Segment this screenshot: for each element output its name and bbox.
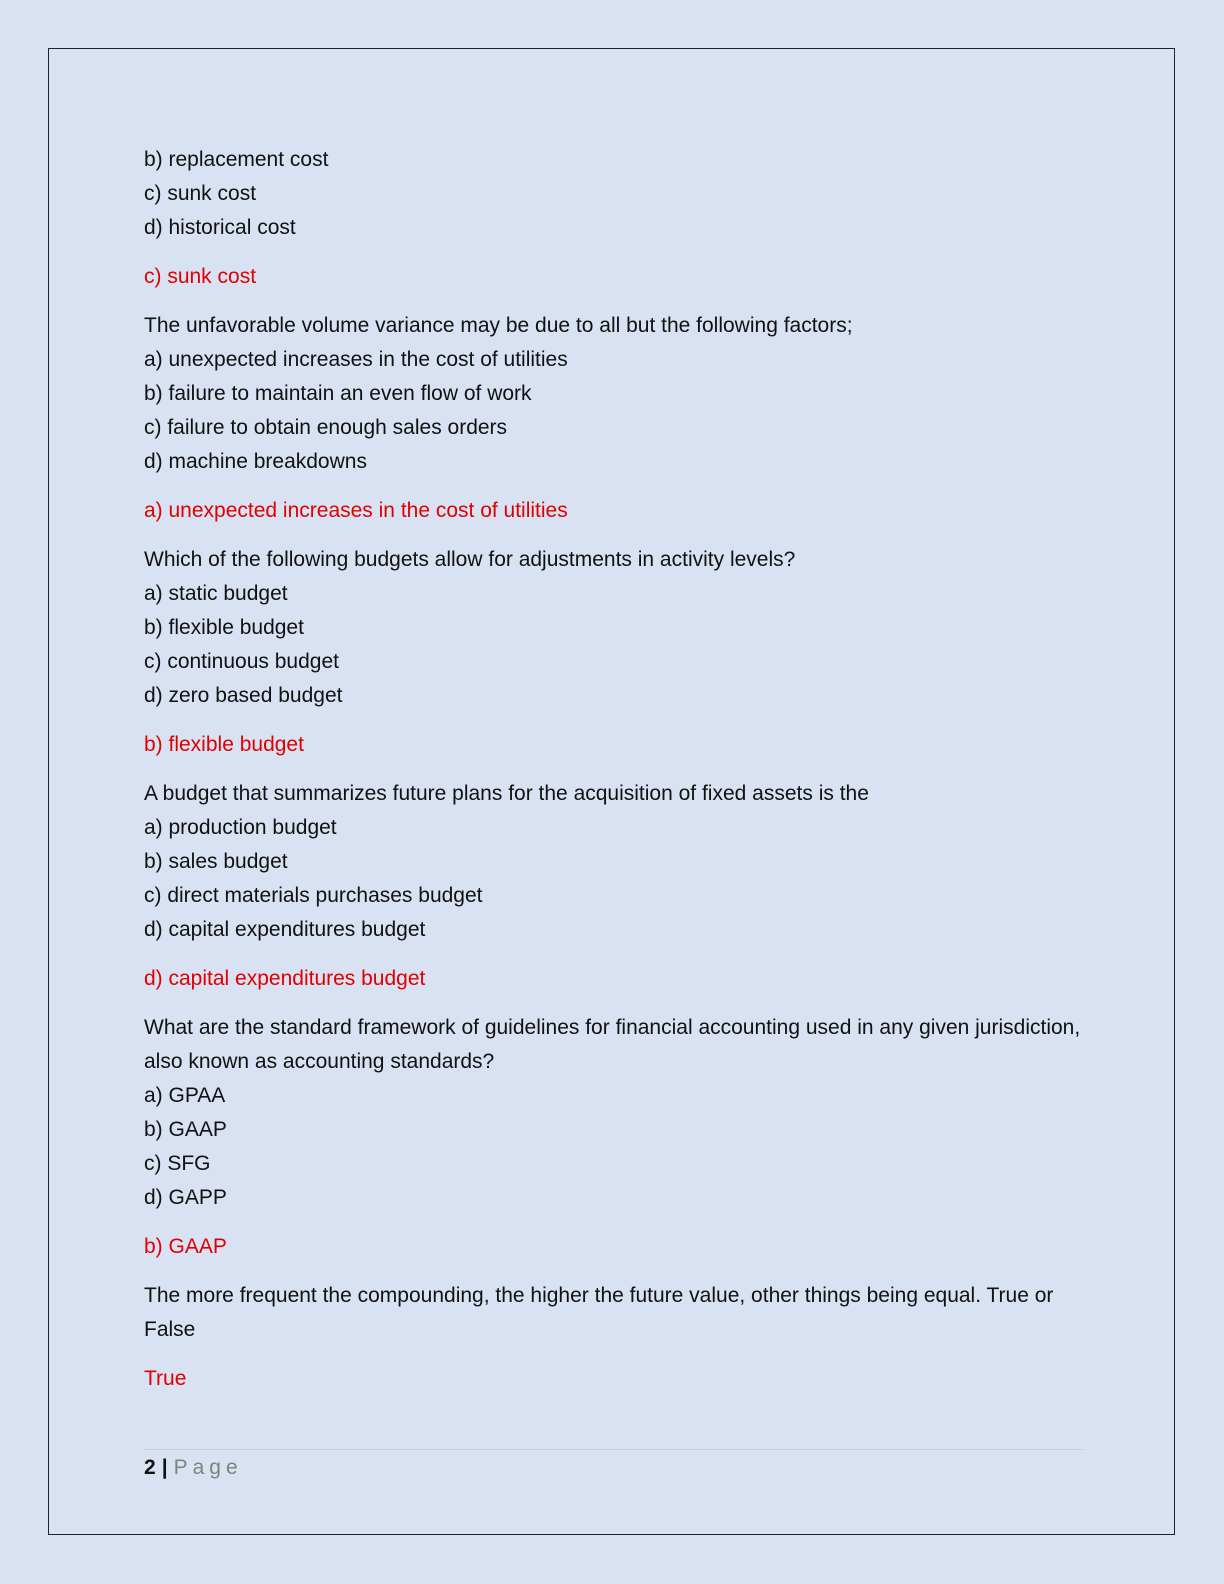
answer-text: True (144, 1367, 187, 1390)
option-text: a) static budget (144, 582, 288, 605)
question-text: What are the standard framework of guidelines for financial accounting used in any given jurisdiction, also known as accounting standards? (144, 1016, 1081, 1073)
answer-text: a) unexpected increases in the cost of utilities (144, 499, 568, 522)
option-text: d) capital expenditures budget (144, 918, 426, 941)
option-text: b) sales budget (144, 850, 288, 873)
question-text: The unfavorable volume variance may be due to all but the following factors; (144, 314, 853, 337)
page-footer (144, 1453, 243, 1483)
footer-divider (144, 1449, 1084, 1450)
answer-text: c) sunk cost (144, 265, 257, 288)
option-text: c) continuous budget (144, 650, 339, 673)
option-text: b) replacement cost (144, 148, 329, 171)
option-text: d) GAPP (144, 1186, 227, 1209)
option-text: b) GAAP (144, 1118, 227, 1141)
option-text: b) flexible budget (144, 616, 304, 639)
option-text: c) direct materials purchases budget (144, 884, 483, 907)
question-text: A budget that summarizes future plans for the acquisition of fixed assets is the (144, 782, 869, 805)
option-text: d) historical cost (144, 216, 296, 239)
question-block (144, 1279, 1084, 1396)
option-text: c) sunk cost (144, 182, 257, 205)
question-block (144, 543, 1084, 762)
question-text: The more frequent the compounding, the higher the future value, other things being equal. True or False (144, 1284, 1054, 1341)
question-block (144, 1011, 1084, 1264)
page-number: 2 (144, 1456, 156, 1479)
option-text: b) failure to maintain an even flow of work (144, 382, 532, 405)
answer-text: b) GAAP (144, 1235, 227, 1258)
option-text: c) SFG (144, 1152, 211, 1175)
question-block (144, 777, 1084, 996)
answer-text: d) capital expenditures budget (144, 967, 426, 990)
option-text: d) zero based budget (144, 684, 343, 707)
question-block (144, 309, 1084, 528)
option-text: a) GPAA (144, 1084, 226, 1107)
footer-separator: | (161, 1456, 168, 1479)
page-label: Page (173, 1456, 243, 1479)
question-text: Which of the following budgets allow for adjustments in activity levels? (144, 548, 796, 571)
option-text: a) production budget (144, 816, 337, 839)
option-text: d) machine breakdowns (144, 450, 367, 473)
option-text: a) unexpected increases in the cost of utilities (144, 348, 568, 371)
option-text: c) failure to obtain enough sales orders (144, 416, 508, 439)
answer-text: b) flexible budget (144, 733, 304, 756)
document-body (144, 143, 1084, 1411)
question-block (144, 143, 1084, 294)
